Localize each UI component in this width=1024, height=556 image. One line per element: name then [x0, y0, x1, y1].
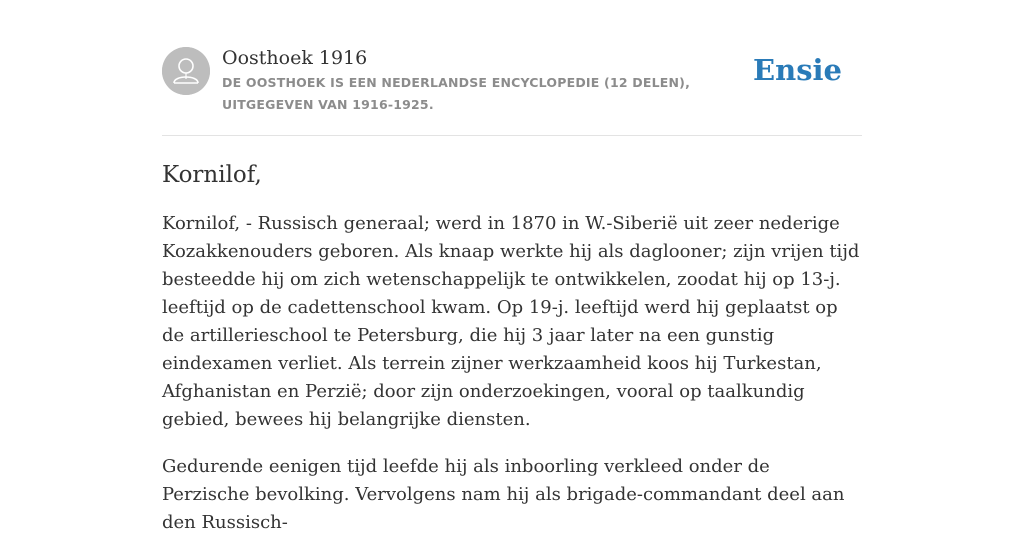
source-title[interactable]: Oosthoek 1916	[222, 47, 368, 69]
source-description: DE OOSTHOEK IS EEN NEDERLANDSE ENCYCLOPEDIE (12 DELEN), UITGEGEVEN VAN 1916-1925.	[222, 75, 691, 112]
article-paragraph: Kornilof, - Russisch generaal; werd in 1870 in W.-Siberië uit zeer nederige Kozakkenouders geboren. Als knaap werkte hij als daglooner; zijn vrijen tijd besteedde hij om zich wetenschappelijk te ontwikkelen, zoodat hij op 13-j. leeftijd op de cadettenschool kwam. Op 19-j. leeftijd werd hij geplaatst op de artillerieschool te Petersburg, die hij 3 jaar later na een gunstig eindexamen verliet. Als terrein zijner werkzaamheid koos hij Turkestan, Afghanistan en Perzië; door zijn onderzoekingen, vooral op taalkundig gebied, bewees hij belangrijke diensten.	[162, 213, 860, 430]
ensie-logo[interactable]: Ensie	[753, 53, 842, 87]
article-paragraph: Gedurende eenigen tijd leefde hij als inboorling verkleed onder de Perzische bevolking. Vervolgens nam hij als brigade-commandant deel aan den Russisch-	[162, 456, 845, 533]
user-avatar-icon[interactable]	[162, 47, 210, 95]
header-divider	[162, 135, 862, 136]
article-title: Kornilof,	[162, 162, 262, 188]
source-header	[162, 46, 862, 136]
article	[162, 158, 862, 556]
